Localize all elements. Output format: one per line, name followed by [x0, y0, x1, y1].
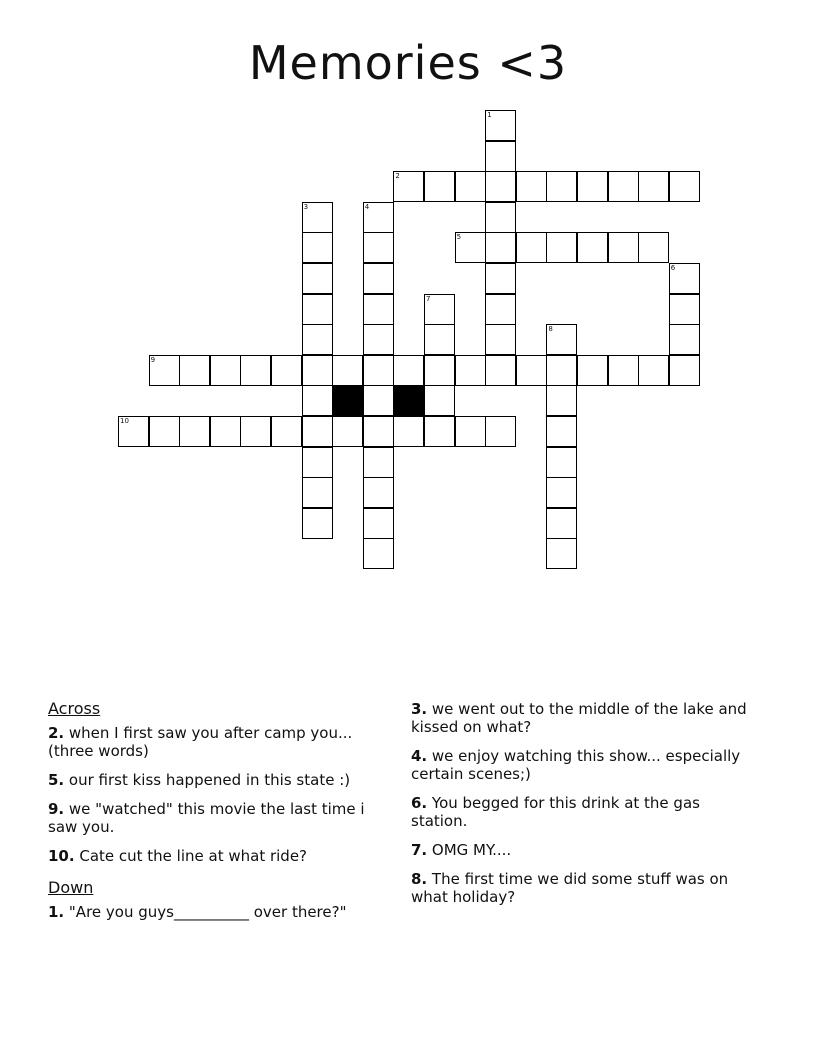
clue-text: You begged for this drink at the gas station.	[411, 794, 700, 830]
grid-square[interactable]	[302, 263, 333, 294]
grid-square[interactable]	[546, 447, 577, 478]
grid-square[interactable]	[485, 171, 516, 202]
grid-square[interactable]	[516, 355, 547, 386]
clue-text: we "watched" this movie the last time i saw you.	[48, 800, 365, 836]
across-heading: Across	[48, 699, 101, 718]
grid-square[interactable]	[546, 355, 577, 386]
grid-square[interactable]	[302, 447, 333, 478]
grid-square[interactable]	[577, 355, 608, 386]
clue-item	[48, 724, 388, 760]
grid-square[interactable]	[546, 416, 577, 447]
grid-square[interactable]	[669, 324, 700, 355]
grid-square[interactable]	[210, 416, 241, 447]
grid-square[interactable]	[240, 355, 271, 386]
clue-number: 3.	[411, 700, 428, 718]
square-number: 4	[364, 202, 370, 211]
grid-square[interactable]	[424, 171, 455, 202]
grid-square[interactable]	[485, 141, 516, 172]
grid-square[interactable]	[302, 416, 333, 447]
square-number: 3	[303, 202, 309, 211]
clue-item	[411, 870, 751, 906]
grid-square[interactable]	[485, 263, 516, 294]
clue-number: 10.	[48, 847, 75, 865]
grid-square[interactable]	[240, 416, 271, 447]
grid-square[interactable]	[393, 355, 424, 386]
clue-number: 4.	[411, 747, 428, 765]
grid-square[interactable]	[302, 294, 333, 325]
clue-text: Cate cut the line at what ride?	[74, 847, 308, 865]
clue-number: 6.	[411, 794, 428, 812]
grid-square[interactable]	[363, 202, 394, 233]
clue-item	[411, 700, 751, 736]
grid-square[interactable]	[638, 232, 669, 263]
grid-square[interactable]	[363, 324, 394, 355]
clue-item	[48, 847, 388, 865]
grid-square[interactable]	[455, 416, 486, 447]
grid-square[interactable]	[546, 508, 577, 539]
grid-square[interactable]	[608, 232, 639, 263]
grid-square[interactable]	[546, 324, 577, 355]
grid-square[interactable]	[179, 416, 210, 447]
grid-square[interactable]	[546, 232, 577, 263]
clue-text: our first kiss happened in this state :)	[64, 771, 351, 789]
grid-square[interactable]	[638, 171, 669, 202]
grid-square[interactable]	[363, 447, 394, 478]
grid-square[interactable]	[485, 294, 516, 325]
clue-text: OMG MY....	[427, 841, 512, 859]
grid-square[interactable]	[577, 171, 608, 202]
clue-item	[411, 747, 751, 783]
grid-square[interactable]	[485, 324, 516, 355]
grid-square[interactable]	[332, 355, 363, 386]
clue-number: 9.	[48, 800, 65, 818]
down-clue-list	[48, 903, 388, 921]
grid-square[interactable]	[485, 232, 516, 263]
clue-item	[48, 771, 388, 789]
grid-square[interactable]	[271, 355, 302, 386]
grid-square[interactable]	[669, 171, 700, 202]
grid-square[interactable]	[302, 355, 333, 386]
across-clue-list	[48, 724, 388, 865]
grid-square[interactable]	[424, 416, 455, 447]
square-number: 6	[670, 264, 676, 272]
grid-square[interactable]	[516, 171, 547, 202]
grid-square[interactable]	[638, 355, 669, 386]
clue-text: we enjoy watching this show... especially certain scenes;)	[411, 747, 741, 783]
clues-left-column	[48, 700, 388, 932]
grid-square[interactable]	[455, 171, 486, 202]
square-number: 7	[426, 294, 431, 303]
grid-square[interactable]	[332, 416, 363, 447]
grid-square[interactable]	[546, 538, 577, 569]
grid-square[interactable]	[363, 294, 394, 325]
grid-square[interactable]	[363, 416, 394, 447]
grid-square[interactable]	[302, 232, 333, 263]
clue-text: The first time we did some stuff was on what holiday?	[411, 870, 729, 906]
clue-item	[411, 794, 751, 830]
clue-text: "Are you guys__________ over there?"	[64, 903, 347, 921]
grid-square[interactable]	[485, 355, 516, 386]
grid-square[interactable]	[363, 477, 394, 508]
grid-square[interactable]	[669, 355, 700, 386]
clue-text: when I first saw you after camp you... (three words)	[48, 724, 353, 760]
clues-right-column	[411, 700, 751, 917]
grid-square[interactable]	[608, 355, 639, 386]
grid-square[interactable]	[669, 263, 700, 294]
grid-square[interactable]	[455, 232, 486, 263]
blocked-square	[332, 385, 363, 416]
grid-square[interactable]	[546, 171, 577, 202]
grid-square[interactable]	[393, 171, 424, 202]
grid-square[interactable]	[546, 477, 577, 508]
square-number: 2	[395, 172, 400, 181]
clue-number: 8.	[411, 870, 428, 888]
grid-square[interactable]	[393, 416, 424, 447]
clue-text: we went out to the middle of the lake and kissed on what?	[411, 700, 747, 736]
blocked-square	[393, 385, 424, 416]
grid-square[interactable]	[516, 232, 547, 263]
clue-number: 7.	[411, 841, 428, 859]
grid-square[interactable]	[179, 355, 210, 386]
grid-square[interactable]	[149, 355, 180, 386]
grid-square[interactable]	[546, 385, 577, 416]
grid-square[interactable]	[424, 385, 455, 416]
grid-square[interactable]	[363, 508, 394, 539]
grid-square[interactable]	[302, 477, 333, 508]
clue-item	[411, 841, 751, 859]
square-number: 8	[548, 325, 553, 334]
grid-square[interactable]	[118, 416, 149, 447]
down-clue-list-continued	[411, 700, 751, 906]
grid-square[interactable]	[485, 416, 516, 447]
grid-square[interactable]	[485, 110, 516, 141]
grid-square[interactable]	[424, 324, 455, 355]
grid-square[interactable]	[302, 202, 333, 233]
grid-square[interactable]	[485, 202, 516, 233]
grid-square[interactable]	[302, 385, 333, 416]
grid-square[interactable]	[271, 416, 302, 447]
grid-square[interactable]	[363, 263, 394, 294]
grid-square[interactable]	[577, 232, 608, 263]
grid-square[interactable]	[424, 355, 455, 386]
square-number: 1	[487, 111, 492, 119]
square-number: 10	[120, 417, 129, 425]
grid-square[interactable]	[363, 355, 394, 386]
square-number: 5	[456, 233, 462, 242]
clue-item	[48, 903, 388, 921]
clue-number: 1.	[48, 903, 65, 921]
clue-number: 2.	[48, 724, 65, 742]
down-heading: Down	[48, 878, 94, 897]
grid-square[interactable]	[608, 171, 639, 202]
grid-square[interactable]	[302, 324, 333, 355]
grid-square[interactable]	[363, 385, 394, 416]
page-title: Memories <3	[248, 36, 568, 90]
grid-square[interactable]	[210, 355, 241, 386]
square-number: 9	[150, 355, 156, 364]
grid-square[interactable]	[149, 416, 180, 447]
grid-square[interactable]	[302, 508, 333, 539]
grid-square[interactable]	[363, 232, 394, 263]
clue-number: 5.	[48, 771, 65, 789]
clue-item	[48, 800, 388, 836]
grid-square[interactable]	[669, 294, 700, 325]
grid-square[interactable]	[363, 538, 394, 569]
grid-square[interactable]	[455, 355, 486, 386]
grid-square[interactable]	[424, 294, 455, 325]
